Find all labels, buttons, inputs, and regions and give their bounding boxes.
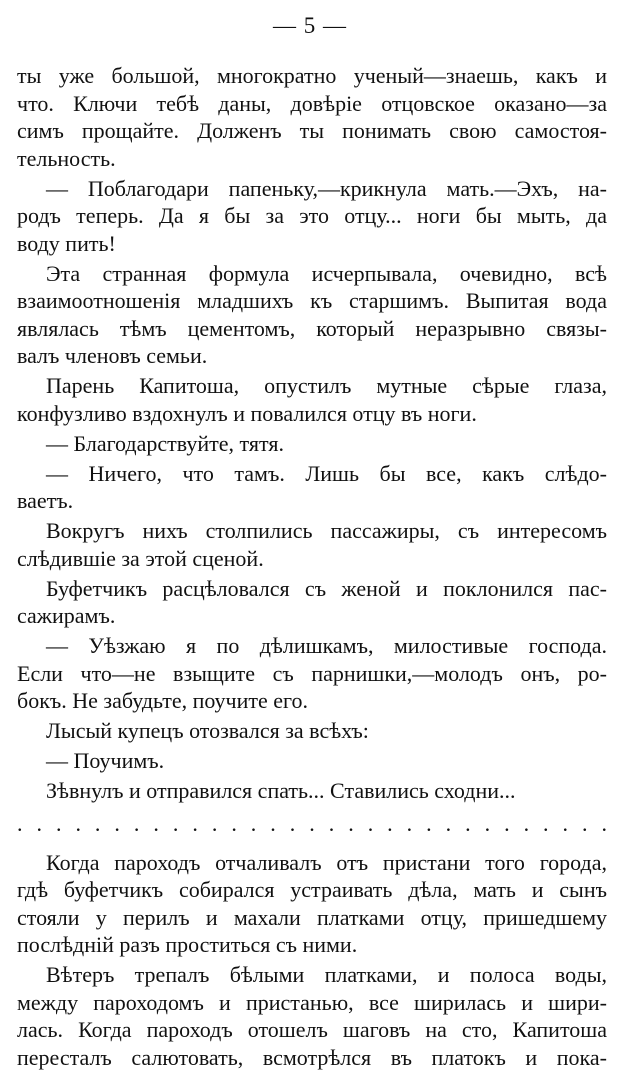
text-line: между пароходомъ и пристанью, все ширилась и шири- <box>17 989 607 1017</box>
body-text <box>17 62 607 1071</box>
text-line: являлась тѣмъ цементомъ, который неразрывно связы- <box>17 315 607 343</box>
text-line: валъ членовъ семьи. <box>17 342 607 370</box>
text-line: Вокругъ нихъ столпились пассажиры, съ интересомъ <box>17 517 607 545</box>
text-line: лась. Когда пароходъ отошелъ шаговъ на сто, Капитоша <box>17 1016 607 1044</box>
text-line: Эта странная формула исчерпывала, очевидно, всѣ <box>17 260 607 288</box>
text-line: конфузливо вздохнулъ и повалился отцу въ ноги. <box>17 400 607 428</box>
text-line: взаимоотношенія младшихъ къ старшимъ. Выпитая вода <box>17 287 607 315</box>
text-line: — Ничего, что тамъ. Лишь бы все, какъ слѣдо- <box>17 460 607 488</box>
text-line: ваетъ. <box>17 487 607 515</box>
text-block-before-separator <box>17 62 607 805</box>
text-line: бокъ. Не забудьте, поучите его. <box>17 687 607 715</box>
text-line: Парень Капитоша, опустилъ мутные сѣрые глаза, <box>17 372 607 400</box>
text-line: ты уже большой, многократно ученый—знаешь, какъ и <box>17 62 607 90</box>
text-line: стояли у перилъ и махали платками отцу, пришедшему <box>17 904 607 932</box>
text-line: послѣдній разъ проститься съ ними. <box>17 931 607 959</box>
text-line: воду пить! <box>17 230 607 258</box>
text-line: — Уѣзжаю я по дѣлишкамъ, милостивые господа. <box>17 632 607 660</box>
text-line: гдѣ буфетчикъ собирался устраивать дѣла, мать и сынъ <box>17 876 607 904</box>
text-line: Когда пароходъ отчаливалъ отъ пристани того города, <box>17 849 607 877</box>
text-line: — Поучимъ. <box>17 747 607 775</box>
text-line: слѣдившіе за этой сценой. <box>17 545 607 573</box>
page-number: — 5 — <box>0 12 620 40</box>
text-line: сажирамъ. <box>17 602 607 630</box>
text-line: Вѣтеръ трепалъ бѣлыми платками, и полоса воды, <box>17 961 607 989</box>
text-line: пересталъ салютовать, всмотрѣлся въ платокъ и пока- <box>17 1044 607 1071</box>
text-line: Лысый купецъ отозвался за всѣхъ: <box>17 717 607 745</box>
text-line: тельность. <box>17 145 607 173</box>
text-line: что. Ключи тебѣ даны, довѣріе отцовское оказано—за <box>17 90 607 118</box>
text-line: Если что—не взыщите съ парнишки,—молодъ онъ, ро- <box>17 660 607 688</box>
text-block-after-separator <box>17 849 607 1071</box>
text-line: Зѣвнулъ и отправился спать... Ставились сходни... <box>17 777 607 805</box>
text-line: — Поблагодари папеньку,—крикнула мать.—Эхъ, на- <box>17 175 607 203</box>
text-line: симъ прощайте. Долженъ ты понимать свою самостоя- <box>17 117 607 145</box>
text-line: Буфетчикъ расцѣловался съ женой и поклонился пас- <box>17 575 607 603</box>
text-line: — Благодарствуйте, тятя. <box>17 430 607 458</box>
section-separator: . . . . . . . . . . . . . . . . . . . . . . . . . . . . . . . <box>17 809 607 839</box>
text-line: родъ теперь. Да я бы за это отцу... ноги бы мыть, да <box>17 202 607 230</box>
